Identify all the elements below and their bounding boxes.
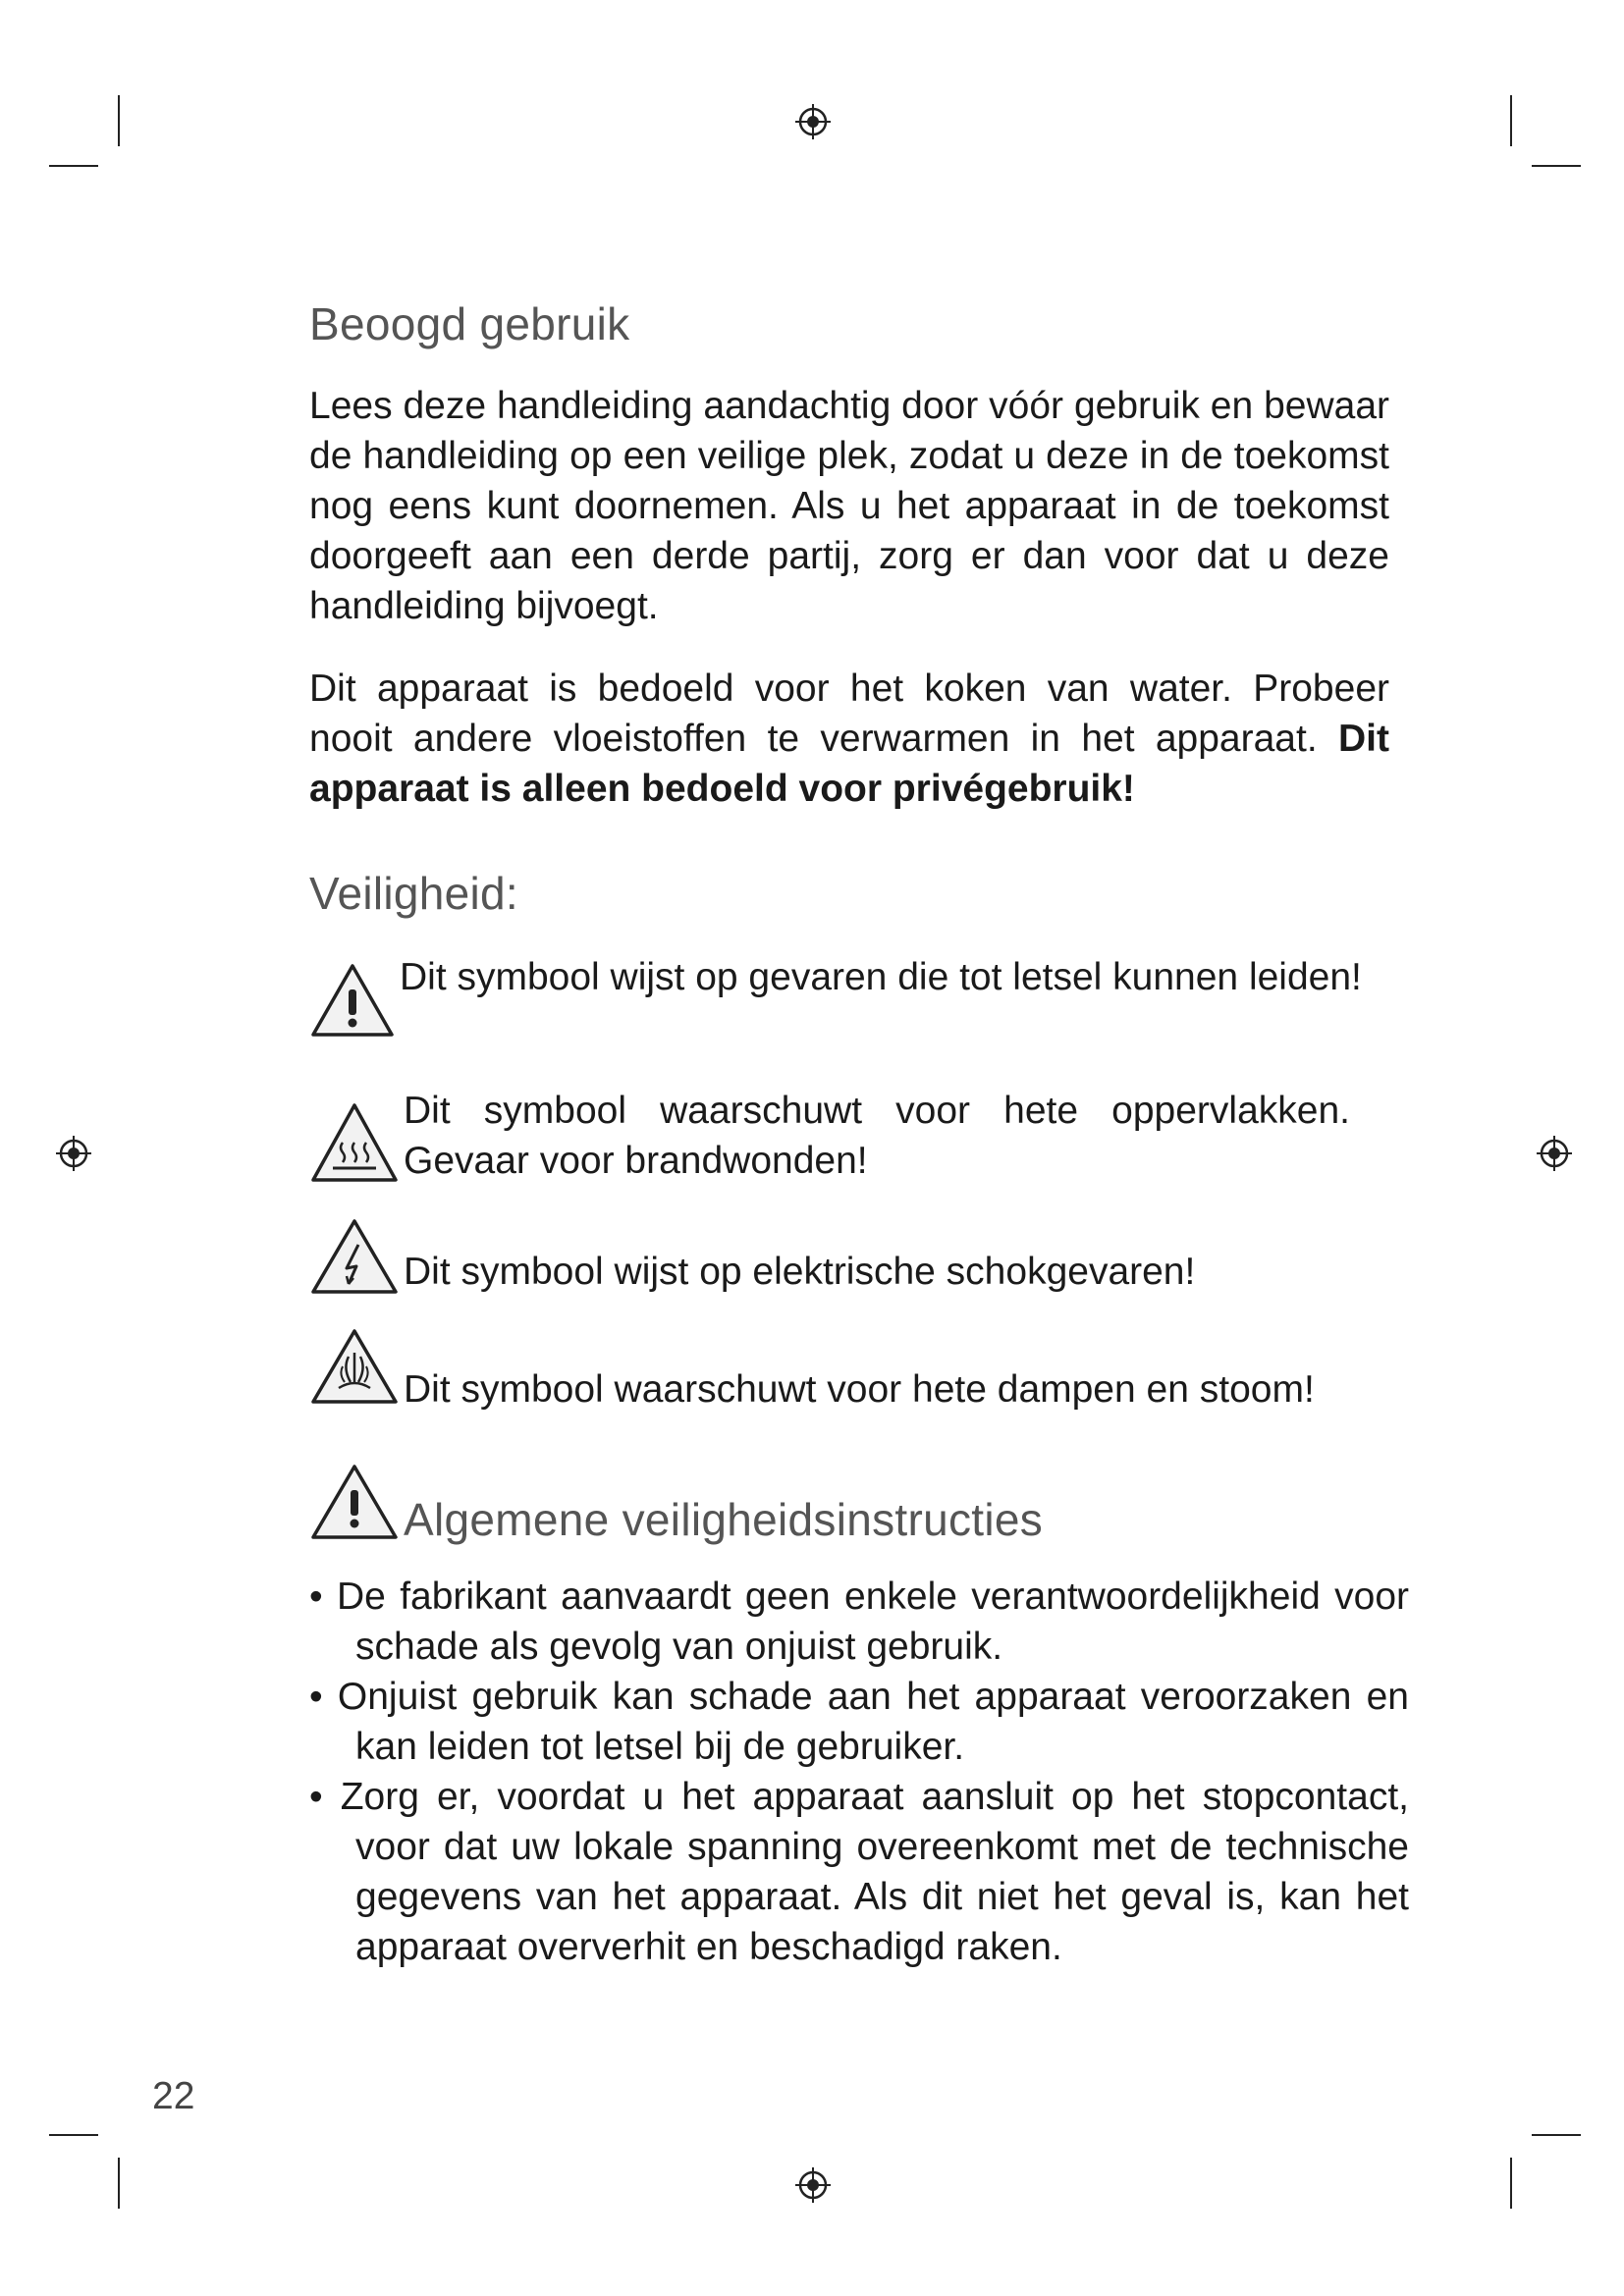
private-use-notice: Dit apparaat is alleen bedoeld voor privégebruik! [309,718,1389,810]
steam-text: Dit symbool waarschuwt voor hete dampen en stoom! [404,1368,1315,1411]
general-safety-list [309,1572,1409,1972]
intended-use-paragraph-1: Lees deze handleiding aandachtig door vóór gebruik en bewaar de handleiding op een veilige plek, zodat u deze in de toekomst nog eens kunt doornemen. Als u het apparaat in de toekomst doorgeeft aan een derde partij, zorg er dan voor dat u deze handleiding bijvoegt. [309,385,1389,627]
warning-exclamation-icon [309,960,396,1041]
warning-exclamation-icon [309,1463,400,1541]
hot-surface-text: Dit symbool waarschuwt voor hete oppervlakken. Gevaar voor brandwonden! [404,1090,1350,1182]
crop-mark-bottom-left-h [49,2134,98,2136]
list-item: • De fabrikant aanvaardt geen enkele verantwoordelijkheid voor schade als gevolg van onjuist gebruik. [309,1575,1409,1668]
general-safety-heading-row [309,1463,1389,1549]
intended-use-heading: Beoogd gebruik [309,298,630,349]
crop-mark-bottom-right-v [1510,2158,1512,2209]
crop-mark-bottom-right-h [1532,2134,1581,2136]
steam-icon [309,1327,400,1406]
bullet-text-1: De fabrikant aanvaardt geen enkele verantwoordelijkheid voor schade als gevolg van onjuist gebruik. [337,1575,1409,1668]
bullet-text-2: Onjuist gebruik kan schade aan het apparaat veroorzaken en kan leiden tot letsel bij de gebruiker. [337,1676,1409,1768]
crop-mark-top-right-h [1532,165,1581,167]
symbol-row-general-hazard [309,952,1370,1041]
electric-shock-text: Dit symbool wijst op elektrische schokgevaren! [404,1251,1196,1293]
registration-mark-left-icon [54,1134,93,1173]
list-item: • Onjuist gebruik kan schade aan het apparaat veroorzaken en kan leiden tot letsel bij de gebruiker. [309,1676,1409,1768]
symbol-row-hot-surface [309,1086,1350,1188]
intended-use-section [309,294,1389,814]
hot-surface-icon [309,1099,400,1188]
crop-mark-top-left-h [49,165,98,167]
safety-heading: Veiligheid: [309,868,519,919]
symbol-row-steam [309,1327,1389,1415]
intended-use-paragraph-2-text: Dit apparaat is bedoeld voor het koken van water. Probeer nooit andere vloeistoffen te verwarmen in het apparaat. [309,667,1389,760]
registration-mark-bottom-icon [793,2165,833,2205]
crop-mark-top-right-v [1510,95,1512,146]
crop-mark-top-left-v [118,95,120,146]
page-number: 22 [152,2075,195,2117]
general-safety-heading: Algemene veiligheidsinstructies [404,1494,1044,1545]
symbol-row-electric-shock [309,1217,1389,1297]
bullet-text-3: Zorg er, voordat u het apparaat aansluit op het stopcontact, voor dat uw lokale spanning overeenkomt met de technische gegevens van het apparaat. Als dit niet het geval is, kan het apparaat oververhit en beschadigd raken. [340,1776,1409,1968]
registration-mark-right-icon [1535,1134,1574,1173]
list-item: • Zorg er, voordat u het apparaat aansluit op het stopcontact, voor dat uw lokale spanning overeenkomt met de technische gegevens van het apparaat. Als dit niet het geval is, kan het apparaat oververhit en beschadigd raken. [309,1776,1409,1968]
general-hazard-text: Dit symbool wijst op gevaren die tot letsel kunnen leiden! [400,956,1362,998]
crop-mark-bottom-left-v [118,2158,120,2209]
electric-shock-icon [309,1217,400,1296]
intended-use-paragraph-2 [309,664,1389,814]
registration-mark-top-icon [793,102,833,141]
